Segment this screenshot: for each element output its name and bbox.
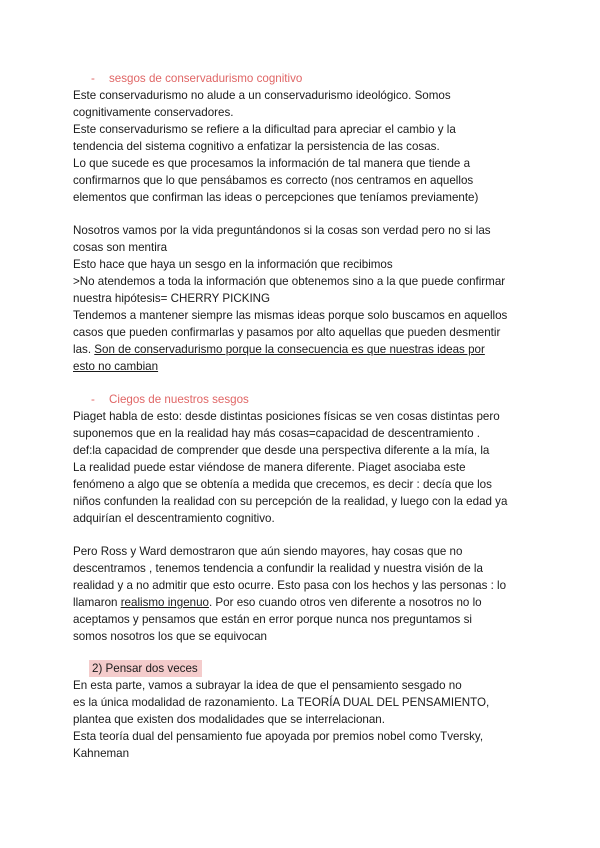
text-fragment: las.	[73, 343, 95, 356]
text-line: Tendemos a mantener siempre las mismas ideas porque solo buscamos en aquellos	[73, 309, 508, 322]
text-line: >No atendemos a toda la información que obtenemos sino a la que puede confirmar	[73, 275, 506, 288]
text-line: plantea que existen dos modalidades que se interrelacionan.	[73, 713, 385, 726]
text-line: En esta parte, vamos a subrayar la idea de que el pensamiento sesgado no	[73, 679, 462, 692]
text-line: es la única modalidad de razonamiento. La TEORÍA DUAL DEL PENSAMIENTO,	[73, 696, 490, 709]
text-line: realidad y a no admitir que esto ocurre. Esto pasa con los hechos y las personas : lo	[73, 579, 507, 592]
text-line: cosas son mentira	[73, 241, 168, 254]
text-line	[73, 594, 482, 611]
text-line: Este conservadurismo no alude a un conservadurismo ideológico. Somos	[73, 89, 451, 102]
section-heading-ciegos: Ciegos de nuestros sesgos	[109, 393, 249, 406]
underlined-term-realismo-ingenuo: realismo ingenuo	[120, 596, 209, 609]
underlined-conclusion-cont: esto no cambian	[73, 360, 159, 373]
section-heading-conservadurismo: sesgos de conservadurismo cognitivo	[109, 72, 303, 85]
text-line: Esta teoría dual del pensamiento fue apoyada por premios nobel como Tversky,	[73, 730, 484, 743]
text-fragment: . Por eso cuando otros ven diferente a nosotros no lo	[208, 596, 482, 609]
text-line: Piaget habla de esto: desde distintas posiciones físicas se ven cosas distintas pero	[73, 410, 500, 423]
text-line: somos nosotros los que se equivocan	[73, 630, 267, 643]
text-line	[73, 341, 485, 358]
text-line: tendencia del sistema cognitivo a enfatizar la persistencia de las cosas.	[73, 140, 440, 153]
text-line: adquirían el descentramiento cognitivo.	[73, 512, 275, 525]
text-line: Kahneman	[73, 747, 130, 760]
text-line: Esto hace que haya un sesgo en la información que recibimos	[73, 258, 393, 271]
underlined-conclusion: Son de conservadurismo porque la consecuencia es que nuestras ideas por	[94, 343, 485, 356]
text-line: suponemos que en la realidad hay más cosas=capacidad de descentramiento .	[73, 427, 481, 440]
text-line: cognitivamente conservadores.	[73, 106, 234, 119]
text-line: La realidad puede estar viéndose de manera diferente. Piaget asociaba este	[73, 461, 466, 474]
text-line: def:la capacidad de comprender que desde una perspectiva diferente a la mía, la	[73, 444, 490, 457]
text-line: niños confunden la realidad con su percepción de la realidad, y luego con la edad ya	[73, 495, 508, 508]
text-line: Pero Ross y Ward demostraron que aún siendo mayores, hay cosas que no	[73, 545, 463, 558]
text-line: confirmarnos que lo que pensábamos es correcto (nos centramos en aquellos	[73, 174, 474, 187]
text-line: nuestra hipótesis= CHERRY PICKING	[73, 292, 271, 305]
text-fragment: llamaron	[73, 596, 121, 609]
text-line: casos que pueden confirmarlas y pasamos por alto aquellas que pueden desmentir	[73, 326, 501, 339]
text-line: Nosotros vamos por la vida preguntándonos si la cosas son verdad pero no si las	[73, 224, 491, 237]
bullet-dash: -	[91, 393, 95, 406]
bullet-dash: -	[91, 72, 95, 85]
text-line: elementos que confirman las ideas o percepciones que teníamos previamente)	[73, 191, 479, 204]
text-line: Este conservadurismo se refiere a la dificultad para apreciar el cambio y la	[73, 123, 456, 136]
text-line: descentramos , tenemos tendencia a confundir la realidad y nuestra visión de la	[73, 562, 483, 575]
section-heading-pensar-dos-veces: 2) Pensar dos veces	[89, 660, 202, 677]
text-line: fenómeno a algo que se obtenía a medida que crecemos, es decir : decía que los	[73, 478, 492, 491]
text-line: aceptamos y pensamos que están en error porque nunca nos preguntamos si	[73, 613, 472, 626]
text-line: Lo que sucede es que procesamos la información de tal manera que tiende a	[73, 157, 471, 170]
